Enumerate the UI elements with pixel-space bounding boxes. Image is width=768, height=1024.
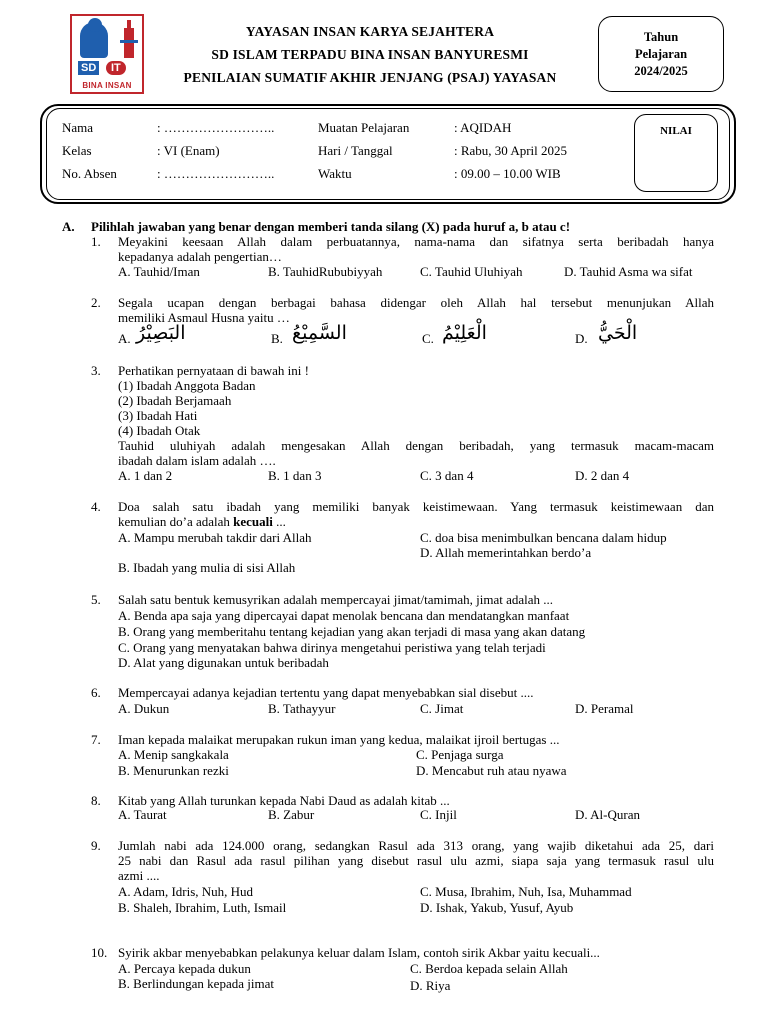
q1-option-a[interactable]: A. Tauhid/Iman — [118, 264, 200, 279]
waktu-value: : 09.00 – 10.00 WIB — [454, 166, 561, 181]
q2-option-b-label[interactable]: B. — [271, 331, 283, 346]
q5-option-d[interactable]: D. Alat yang digunakan untuk beribadah — [118, 655, 329, 670]
q4-text-line2-pre: kemulian do’a adalah — [118, 514, 234, 529]
muatan-label: Muatan Pelajaran — [318, 120, 410, 135]
q4-number: 4. — [91, 499, 101, 514]
hari-value: : Rabu, 30 April 2025 — [454, 143, 568, 158]
q3-intro: Perhatikan pernyataan di bawah ini ! — [118, 363, 309, 378]
q7-option-b[interactable]: B. Menurunkan rezki — [118, 763, 229, 778]
q1-text-line2: kepadanya adalah pengertian… — [118, 249, 282, 264]
q3-statement-4: (4) Ibadah Otak — [118, 423, 201, 438]
q4-option-a[interactable]: A. Mampu merubah takdir dari Allah — [118, 530, 312, 545]
kelas-label: Kelas — [62, 143, 92, 158]
q9-option-c[interactable]: C. Musa, Ibrahim, Nuh, Isa, Muhammad — [420, 884, 632, 899]
q7-option-c[interactable]: C. Penjaga surga — [416, 747, 504, 762]
q9-text-line3: azmi .... — [118, 868, 160, 883]
q7-option-a[interactable]: A. Menip sangkakala — [118, 747, 229, 762]
score-box[interactable] — [634, 114, 718, 192]
logo-sd-text: SD — [78, 61, 99, 75]
q4-option-c[interactable]: C. doa bisa menimbulkan bencana dalam hidup — [420, 530, 667, 545]
q10-text-line1: Syirik akbar menyebabkan pelakunya keluar dalam Islam, contoh sirik Akbar yaitu kecuali... — [118, 945, 600, 960]
q4-text-line2-post: ... — [272, 514, 286, 529]
logo-school-name: BINA INSAN — [82, 81, 132, 90]
q2-number: 2. — [91, 295, 101, 310]
q6-text-line1: Mempercayai adanya kejadian tertentu yang dapat menyebabkan sial disebut .... — [118, 685, 534, 700]
q5-option-a[interactable]: A. Benda apa saja yang dipercayai dapat menolak bencana dan mendatangkan manfaat — [118, 608, 570, 623]
q9-text-line2: 25 nabi dan Rasul ada rasul pilihan yang disebut rasul ulu azmi, siapa saja yang termasuk rasul ulu — [118, 853, 714, 868]
q10-option-c[interactable]: C. Berdoa kepada selain Allah — [410, 961, 568, 976]
q3-statement-1: (1) Ibadah Anggota Badan — [118, 378, 256, 393]
q6-option-c[interactable]: C. Jimat — [420, 701, 464, 716]
absen-label: No. Absen — [62, 166, 117, 181]
q4-option-d[interactable]: D. Allah memerintahkan berdo’a — [420, 545, 592, 560]
q2-text-line2: memiliki Asmaul Husna yaitu … — [118, 310, 290, 325]
section-letter: A. — [62, 219, 75, 234]
absen-field[interactable]: : …………………….. — [157, 166, 275, 181]
waktu-label: Waktu — [318, 166, 352, 181]
q5-option-b[interactable]: B. Orang yang memberitahu tentang kejadian yang akan terjadi di masa yang akan datang — [118, 624, 586, 639]
q3-statement-2: (2) Ibadah Berjamaah — [118, 393, 232, 408]
exam-title: PENILAIAN SUMATIF AKHIR JENJANG (PSAJ) YAYASAN — [183, 70, 557, 85]
q5-number: 5. — [91, 592, 101, 607]
q6-option-a[interactable]: A. Dukun — [118, 701, 170, 716]
q7-text-line1: Iman kepada malaikat merupakan rukun iman yang kedua, malaikat ijroil bertugas ... — [118, 732, 560, 747]
academic-year-value: 2024/2025 — [634, 64, 688, 78]
school-logo — [70, 14, 144, 94]
q3-statement-3: (3) Ibadah Hati — [118, 408, 198, 423]
q5-option-c[interactable]: C. Orang yang menyatakan bahwa dirinya mengetahui peristiwa yang telah terjadi — [118, 640, 546, 655]
q2-option-c-label[interactable]: C. — [422, 331, 434, 346]
q3-text-line2: ibadah dalam islam adalah …. — [118, 453, 276, 468]
q3-option-b[interactable]: B. 1 dan 3 — [268, 468, 322, 483]
nama-field[interactable]: : …………………….. — [157, 120, 275, 135]
academic-year-box — [598, 16, 724, 92]
q9-option-b[interactable]: B. Shaleh, Ibrahim, Luth, Ismail — [118, 900, 287, 915]
q3-option-a[interactable]: A. 1 dan 2 — [118, 468, 173, 483]
academic-year-label-2: Pelajaran — [634, 47, 688, 61]
logo-figure-head — [88, 18, 102, 32]
hari-label: Hari / Tanggal — [318, 143, 393, 158]
kelas-value: : VI (Enam) — [157, 143, 220, 158]
q10-option-a[interactable]: A. Percaya kepada dukun — [118, 961, 251, 976]
q10-option-b[interactable]: B. Berlindungan kepada jimat — [118, 976, 274, 991]
q2-option-a-label[interactable]: A. — [118, 331, 131, 346]
q3-option-d[interactable]: D. 2 dan 4 — [575, 468, 630, 483]
q1-number: 1. — [91, 234, 101, 249]
q8-number: 8. — [91, 793, 101, 808]
section-instruction: Pilihlah jawaban yang benar dengan memberi tanda silang (X) pada huruf a, b atau c! — [91, 219, 571, 234]
foundation-name: YAYASAN INSAN KARYA SEJAHTERA — [245, 24, 495, 39]
q8-text-line1: Kitab yang Allah turunkan kepada Nabi Daud as adalah kitab ... — [118, 793, 450, 808]
q2-text-line1: Segala ucapan dengan berbagai bahasa didengar oleh Allah hal tersebut menunjukan Allah — [118, 295, 714, 310]
q10-option-d[interactable]: D. Riya — [410, 978, 451, 993]
q8-option-a[interactable]: A. Taurat — [118, 807, 167, 822]
q9-number: 9. — [91, 838, 101, 853]
q1-text-line1: Meyakini keesaan Allah dalam perbuatannya, nama-nama dan sifatnya serta beribadah hanya — [118, 234, 714, 249]
q9-option-a[interactable]: A. Adam, Idris, Nuh, Hud — [118, 884, 254, 899]
q1-option-b[interactable]: B. TauhidRububiyyah — [268, 264, 383, 279]
q3-option-c[interactable]: C. 3 dan 4 — [420, 468, 474, 483]
q10-number: 10. — [91, 945, 108, 960]
q4-text-line1: Doa salah satu ibadah yang memiliki banyak keistimewaan. Yang termasuk keistimewaan dan — [118, 499, 714, 514]
q2-option-a-arabic[interactable]: البَصِيْرُ — [136, 322, 186, 344]
q6-option-d[interactable]: D. Peramal — [575, 701, 634, 716]
q2-option-d-label[interactable]: D. — [575, 331, 588, 346]
q6-option-b[interactable]: B. Tathayyur — [268, 701, 336, 716]
q6-number: 6. — [91, 685, 101, 700]
q7-option-d[interactable]: D. Mencabut ruh atau nyawa — [416, 763, 567, 778]
q8-option-c[interactable]: C. Injil — [420, 807, 457, 822]
q2-option-b-arabic[interactable]: السَّمِيْعُ — [292, 322, 347, 344]
q9-option-d[interactable]: D. Ishak, Yakub, Yusuf, Ayub — [420, 900, 574, 915]
q3-number: 3. — [91, 363, 101, 378]
q5-text-line1: Salah satu bentuk kemusyrikan adalah mempercayai jimat/tamimah, jimat adalah ... — [118, 592, 553, 607]
q9-text-line1: Jumlah nabi ada 124.000 orang, sedangkan Rasul ada 313 orang, yang wajib diketahui ada 25, dari — [118, 838, 714, 853]
q4-option-b[interactable]: B. Ibadah yang mulia di sisi Allah — [118, 560, 296, 575]
q2-option-d-arabic[interactable]: الْحَيُّ — [598, 322, 638, 344]
q8-option-d[interactable]: D. Al-Quran — [575, 807, 640, 822]
school-name: SD ISLAM TERPADU BINA INSAN BANYURESMI — [211, 47, 529, 62]
score-label: NILAI — [660, 125, 692, 137]
q2-option-c-arabic[interactable]: الْعَلِيْمُ — [442, 322, 487, 344]
q8-option-b[interactable]: B. Zabur — [268, 807, 315, 822]
q3-text-line1: Tauhid uluhiyah adalah mengesakan Allah dengan beribadah, yang termasuk macam-macam — [118, 438, 714, 453]
logo-mosque-icon — [120, 20, 138, 58]
muatan-value: : AQIDAH — [454, 120, 512, 135]
q4-text-line2 — [118, 514, 286, 530]
academic-year-label-1: Tahun — [643, 30, 679, 44]
q1-option-c[interactable]: C. Tauhid Uluhiyah — [420, 264, 523, 279]
logo-it-text: IT — [106, 61, 126, 75]
q7-number: 7. — [91, 732, 101, 747]
q1-option-d[interactable]: D. Tauhid Asma wa sifat — [564, 264, 693, 279]
nama-label: Nama — [62, 120, 94, 135]
q4-text-keyword-kecuali: kecuali — [233, 514, 273, 529]
